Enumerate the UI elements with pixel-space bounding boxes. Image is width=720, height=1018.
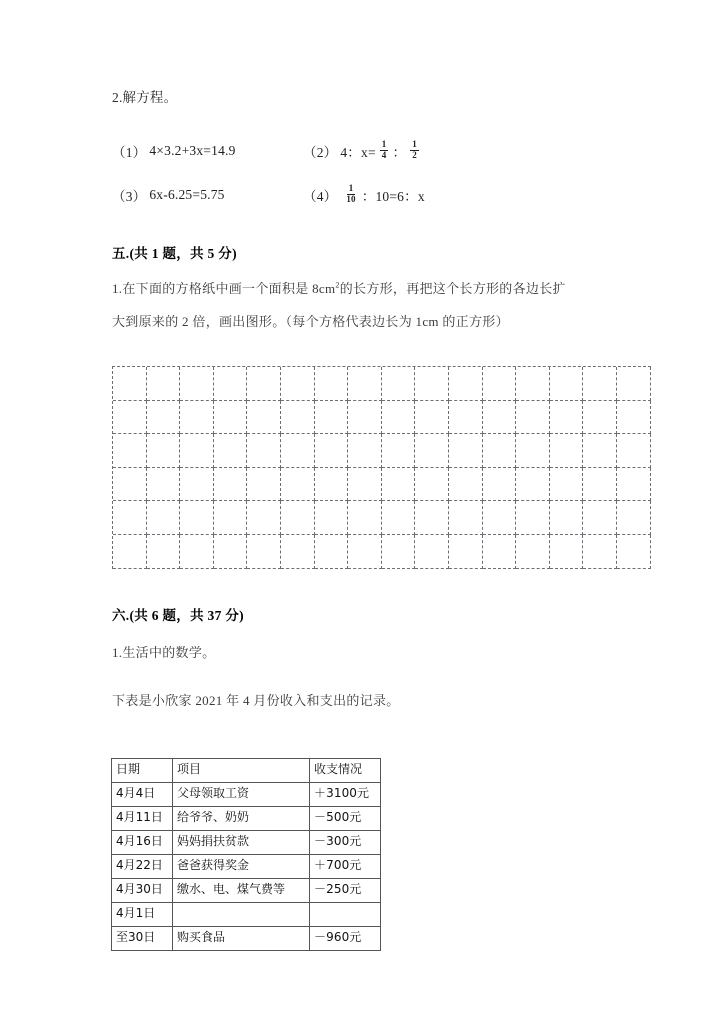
graph-paper-cell <box>415 401 449 435</box>
graph-paper-cell <box>247 434 281 468</box>
cell-item <box>173 903 310 927</box>
graph-paper-cell <box>147 367 181 401</box>
cell-date: 4月30日 <box>112 879 173 903</box>
graph-paper-cell <box>113 535 147 569</box>
table-row <box>112 831 381 855</box>
equations-question-label: 2.解方程。 <box>112 90 178 105</box>
fraction-numerator: 1 <box>381 139 387 150</box>
graph-paper-cell <box>617 468 651 502</box>
column-header-date: 日期 <box>112 759 173 783</box>
cell-date: 4月16日 <box>112 831 173 855</box>
cell-amount: ＋700元 <box>310 855 381 879</box>
graph-paper-cell <box>315 367 349 401</box>
graph-paper-cell <box>415 501 449 535</box>
cell-amount: ＋3100元 <box>310 783 381 807</box>
section-six-question-label: 1.生活中的数学。 <box>112 645 216 660</box>
graph-paper-cell <box>281 468 315 502</box>
cell-item: 给爷爷、奶奶 <box>173 807 310 831</box>
graph-paper-cell <box>214 401 248 435</box>
graph-paper-cell <box>180 367 214 401</box>
graph-paper-cell <box>415 367 449 401</box>
graph-paper-cell <box>214 468 248 502</box>
graph-paper-cell <box>247 468 281 502</box>
graph-paper-cell <box>382 401 416 435</box>
graph-paper-cell <box>516 367 550 401</box>
cell-amount: －960元 <box>310 927 381 951</box>
graph-paper-cell <box>449 535 483 569</box>
graph-paper-cell <box>617 501 651 535</box>
equation-item-2 <box>303 141 423 161</box>
graph-paper-cell <box>147 401 181 435</box>
equation-2-fraction-two <box>410 140 419 160</box>
cell-item: 缴水、电、煤气费等 <box>173 879 310 903</box>
graph-paper-cell <box>214 367 248 401</box>
graph-paper-cell <box>415 434 449 468</box>
graph-paper-cell <box>247 535 281 569</box>
graph-paper-cell <box>113 401 147 435</box>
graph-paper-cell <box>583 501 617 535</box>
equation-4-fraction <box>344 184 357 204</box>
graph-paper-cell <box>483 367 517 401</box>
fraction-numerator: 1 <box>412 139 417 150</box>
graph-paper-cell <box>415 535 449 569</box>
graph-paper-cell <box>180 434 214 468</box>
column-header-amount: 收支情况 <box>310 759 381 783</box>
graph-paper-cell <box>583 535 617 569</box>
graph-paper-cell <box>516 434 550 468</box>
graph-paper-cell <box>315 535 349 569</box>
graph-paper-cell <box>483 434 517 468</box>
graph-paper-cell <box>449 501 483 535</box>
graph-paper-cell <box>315 501 349 535</box>
graph-paper-cell <box>180 535 214 569</box>
table-row <box>112 927 381 951</box>
graph-paper-cell <box>617 401 651 435</box>
graph-paper-cell <box>315 468 349 502</box>
graph-paper-cell <box>348 367 382 401</box>
square-unit-superscript: 2 <box>335 280 340 290</box>
graph-paper-cell <box>550 468 584 502</box>
graph-paper-cell <box>113 468 147 502</box>
equation-item-4 <box>303 185 425 205</box>
cell-date: 4月11日 <box>112 807 173 831</box>
graph-paper-cell <box>516 535 550 569</box>
graph-paper-cell <box>449 434 483 468</box>
graph-paper-cell <box>180 468 214 502</box>
cell-item: 妈妈捐扶贫款 <box>173 831 310 855</box>
table-row <box>112 783 381 807</box>
graph-paper-cell <box>281 401 315 435</box>
cell-amount: －500元 <box>310 807 381 831</box>
equation-2-mid-colon: ： <box>392 145 407 160</box>
table-row <box>112 807 381 831</box>
graph-paper-cell <box>550 501 584 535</box>
graph-paper-grid-container <box>112 366 651 569</box>
graph-paper-cell <box>617 535 651 569</box>
graph-paper-cell <box>583 468 617 502</box>
equation-1-body: 4×3.2+3x=14.9 <box>149 143 236 158</box>
column-header-item: 项目 <box>173 759 310 783</box>
graph-paper-cell <box>247 367 281 401</box>
graph-paper-cell <box>348 501 382 535</box>
fraction-numerator: 1 <box>348 183 354 194</box>
graph-paper-cell <box>449 468 483 502</box>
question-text-part-a: 1.在下面的方格纸中画一个面积是 8cm <box>112 281 336 296</box>
graph-paper-cell <box>382 367 416 401</box>
equation-3-marker: （3） <box>112 189 147 204</box>
fraction-denominator: 2 <box>412 149 417 160</box>
equation-4-marker: （4） <box>303 189 338 204</box>
graph-paper-cell <box>483 401 517 435</box>
equation-3-body: 6x-6.25=5.75 <box>149 187 225 202</box>
income-expense-table <box>111 758 381 951</box>
section-five-heading: 五.(共 1 题，共 5 分) <box>112 246 237 261</box>
graph-paper-cell <box>516 501 550 535</box>
graph-paper-cell <box>147 535 181 569</box>
cell-date: 至30日 <box>112 927 173 951</box>
cell-item: 购买食品 <box>173 927 310 951</box>
graph-paper-cell <box>281 535 315 569</box>
cell-amount: －300元 <box>310 831 381 855</box>
graph-paper-cell <box>113 367 147 401</box>
equation-item-3 <box>112 185 225 205</box>
equation-2-lead: 4：x= <box>340 145 376 160</box>
question-text-part-b: 的长方形，再把这个长方形的各边长扩 <box>339 281 566 296</box>
table-header-row <box>112 759 381 783</box>
graph-paper-cell <box>382 434 416 468</box>
section-six-heading: 六.(共 6 题，共 37 分) <box>112 608 244 623</box>
table-row <box>112 903 381 927</box>
table-row <box>112 879 381 903</box>
graph-paper-cell <box>550 434 584 468</box>
graph-paper-cell <box>281 367 315 401</box>
graph-paper-cell <box>483 501 517 535</box>
graph-paper-cell <box>147 501 181 535</box>
cell-amount: －250元 <box>310 879 381 903</box>
graph-paper-cell <box>315 434 349 468</box>
graph-paper-cell <box>550 401 584 435</box>
section-six-question-intro: 下表是小欣家 2021 年 4 月份收入和支出的记录。 <box>112 693 400 708</box>
graph-paper-cell <box>147 434 181 468</box>
graph-paper-cell <box>516 401 550 435</box>
graph-paper-cell <box>449 367 483 401</box>
graph-paper-cell <box>180 501 214 535</box>
section-five-question-line-2: 大到原来的 2 倍，画出图形。（每个方格代表边长为 1cm 的正方形） <box>112 314 509 329</box>
graph-paper-cell <box>449 401 483 435</box>
graph-paper-cell <box>315 401 349 435</box>
graph-paper-cell <box>550 535 584 569</box>
graph-paper-cell <box>415 468 449 502</box>
graph-paper-cell <box>483 468 517 502</box>
graph-paper-cell <box>348 468 382 502</box>
graph-paper-cell <box>516 468 550 502</box>
equation-item-1 <box>112 141 236 161</box>
graph-paper-cell <box>382 468 416 502</box>
cell-date: 4月4日 <box>112 783 173 807</box>
graph-paper-cell <box>382 535 416 569</box>
graph-paper-cell <box>348 535 382 569</box>
graph-paper-cell <box>247 401 281 435</box>
graph-paper-cell <box>281 501 315 535</box>
table-header <box>112 759 381 783</box>
graph-paper-cell <box>113 501 147 535</box>
graph-paper-cell <box>348 434 382 468</box>
section-five-question-line-1 <box>112 278 566 297</box>
graph-paper-cell <box>247 501 281 535</box>
graph-paper-cell <box>583 367 617 401</box>
graph-paper-cell <box>583 434 617 468</box>
equation-1-marker: （1） <box>112 145 147 160</box>
graph-paper-cell <box>147 468 181 502</box>
cell-item: 父母领取工资 <box>173 783 310 807</box>
fraction-denominator: 10 <box>346 193 356 204</box>
fraction-denominator: 4 <box>381 149 387 160</box>
cell-item: 爸爸获得奖金 <box>173 855 310 879</box>
graph-paper-cell <box>281 434 315 468</box>
cell-amount <box>310 903 381 927</box>
graph-paper-cell <box>483 535 517 569</box>
table-row <box>112 855 381 879</box>
graph-paper-cell <box>617 367 651 401</box>
graph-paper-cell <box>382 501 416 535</box>
equation-4-tail: ：10=6：x <box>361 189 425 204</box>
graph-paper-cell <box>617 434 651 468</box>
graph-paper-grid <box>112 366 651 569</box>
equation-2-marker: （2） <box>303 145 338 160</box>
equation-2-fraction-one <box>380 140 389 160</box>
graph-paper-cell <box>214 501 248 535</box>
graph-paper-cell <box>583 401 617 435</box>
graph-paper-cell <box>180 401 214 435</box>
cell-date: 4月1日 <box>112 903 173 927</box>
graph-paper-cell <box>550 367 584 401</box>
graph-paper-cell <box>113 434 147 468</box>
graph-paper-cell <box>214 434 248 468</box>
table-body <box>112 783 381 951</box>
graph-paper-cell <box>214 535 248 569</box>
graph-paper-cell <box>348 401 382 435</box>
cell-date: 4月22日 <box>112 855 173 879</box>
